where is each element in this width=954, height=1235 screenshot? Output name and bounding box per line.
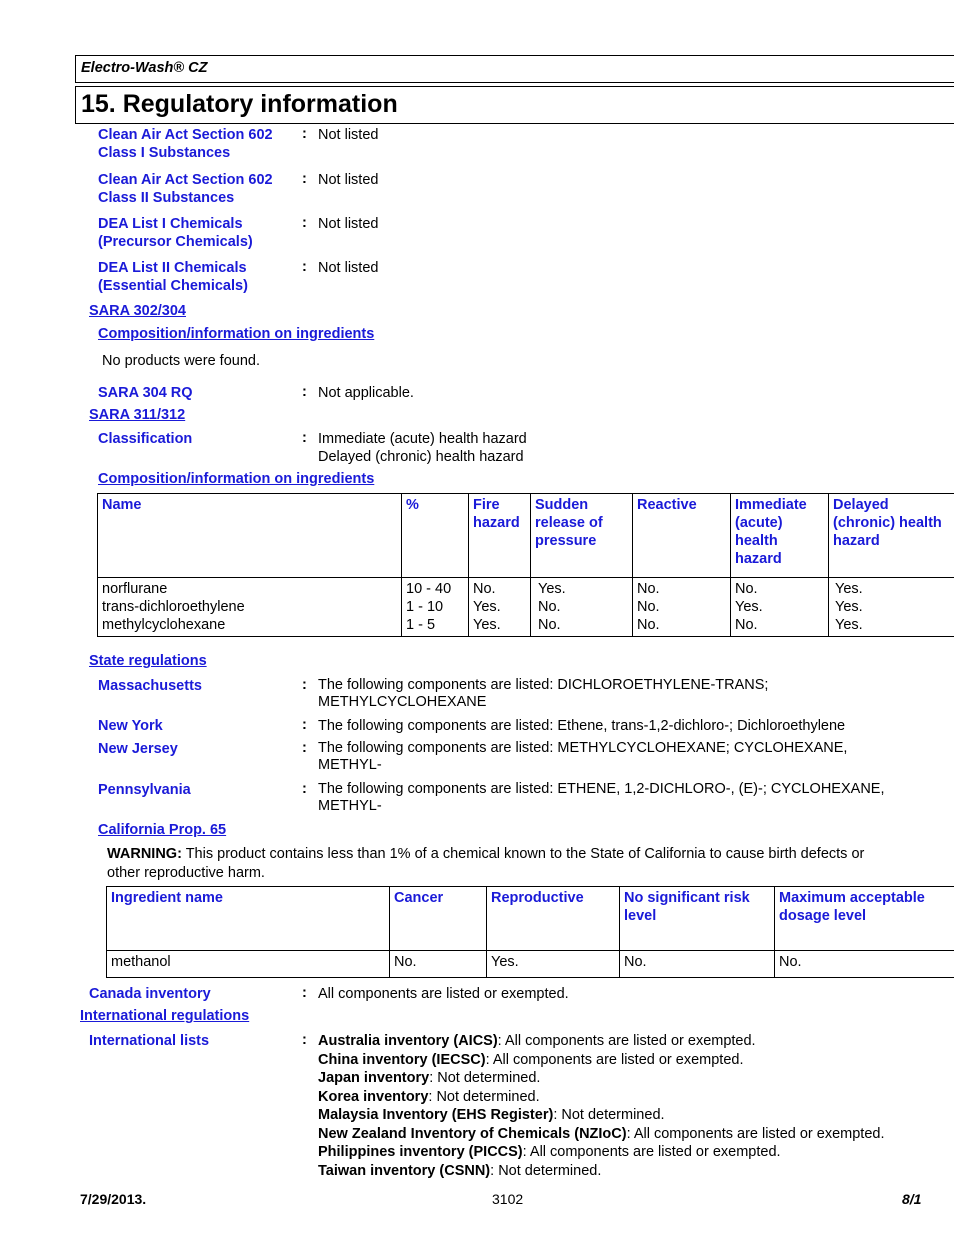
value-line: The following components are listed: DICHLOROETHYLENE-TRANS; [318,677,769,693]
new-york-value: The following components are listed: Ethene, trans-1,2-dichloro-; Dichloroethylene [318,718,846,734]
massachusetts-label: Massachusetts [98,678,202,694]
footer-date: 7/29/2013. [80,1191,147,1207]
new-jersey-label: New Jersey [98,741,178,757]
canada-inventory-label: Canada inventory [89,986,211,1002]
inventory-value: : All components are listed or exempted. [497,1033,756,1049]
warning-line2: other reproductive harm. [107,865,265,881]
col-header: Name [98,494,402,578]
value-line: The following components are listed: METHYLCYCLOHEXANE; CYCLOHEXANE, [318,740,848,756]
inventory-value: : Not determined. [429,1070,541,1086]
caa-class1-label [98,126,273,162]
table-cell [633,578,731,637]
section-header-box [75,86,954,124]
table-cell: No. [390,951,487,978]
value-line: METHYLCYCLOHEXANE [318,694,487,710]
inventory-name: Taiwan inventory (CSNN) [318,1162,491,1179]
caa-class2-label-line2: Class II Substances [98,190,235,206]
inventory-value: : Not determined. [490,1162,602,1179]
classification-label: Classification [98,431,193,447]
colon: : [302,430,307,446]
inventory-line [318,1069,885,1088]
inventory-line [318,1162,885,1181]
cell-text: Yes. [835,599,863,615]
cell-text: No. [637,581,660,597]
product-name: Electro-Wash® CZ [81,60,208,76]
col-header: % [402,494,469,578]
col-header: Cancer [390,887,487,951]
colon: : [302,781,307,797]
dea-list2-label-line1: DEA List II Chemicals [98,260,247,276]
table-cell: No. [620,951,775,978]
sara-302-link[interactable]: SARA 302/304 [89,303,186,319]
warning-label: WARNING: [107,846,182,862]
international-regulations-link[interactable]: International regulations [80,1008,250,1024]
sara-311-link[interactable]: SARA 311/312 [89,407,186,423]
inventory-value: : Not determined. [553,1107,665,1123]
no-products-text: No products were found. [102,353,260,369]
colon: : [302,740,307,756]
caa-class2-label [98,171,273,207]
cell-text: No. [538,599,561,615]
colon: : [302,677,307,693]
dea-list1-label-line1: DEA List I Chemicals [98,216,243,232]
colon: : [302,126,307,142]
col-header: Fire hazard [469,494,531,578]
inventory-name: Korea inventory [318,1088,429,1105]
cell-text: 10 - 40 [406,581,452,597]
table-cell [531,578,633,637]
sara-311-table [97,493,954,637]
dea-list2-label-line2: (Essential Chemicals) [98,278,248,294]
caa-class1-value: Not listed [318,127,379,143]
col-header: Reactive [633,494,731,578]
inventory-line [318,1032,885,1051]
footer-code: 3102 [492,1191,524,1207]
col-header: Reproductive [487,887,620,951]
colon: : [302,384,307,400]
inventory-name: Philippines inventory (PICCS) [318,1144,523,1160]
international-lists-label: International lists [89,1033,210,1049]
pennsylvania-value [318,781,884,815]
pennsylvania-label: Pennsylvania [98,782,191,798]
colon: : [302,717,307,733]
table-cell: methanol [107,951,390,978]
cell-text: No. [735,617,758,633]
footer-page: 8/1 [902,1191,922,1207]
classification-value-line1: Immediate (acute) health hazard [318,431,527,447]
dea-list2-value: Not listed [318,260,379,276]
col-header: Maximum acceptable dosage level [775,887,954,951]
inventory-line [318,1106,885,1125]
warning-line1 [107,845,937,864]
cell-text: No. [735,581,758,597]
table-cell [731,578,829,637]
table-row [107,951,954,978]
colon: : [302,259,307,275]
inventory-line [318,1143,885,1162]
inventory-name: China inventory (IECSC) [318,1051,486,1068]
colon: : [302,171,307,187]
inventory-name: Malaysia Inventory (EHS Register) [318,1107,554,1123]
table-cell [402,578,469,637]
inventory-line [318,1051,885,1070]
cell-text: trans-dichloroethylene [102,599,245,615]
inventory-name: Japan inventory [318,1070,430,1086]
inventory-value: : All components are listed or exempted. [522,1144,781,1160]
inventory-value: : All components are listed or exempted. [485,1051,744,1068]
table-cell: No. [775,951,954,978]
cell-text: Yes. [473,617,501,633]
cell-text: No. [637,599,660,615]
col-header: Ingredient name [107,887,390,951]
product-name-box [75,55,954,83]
prop65-table [106,886,954,978]
col-header: Delayed (chronic) health hazard [829,494,954,578]
col-header: No significant risk level [620,887,775,951]
col-header: Sudden release of pressure [531,494,633,578]
table-cell [469,578,531,637]
table-header-row [98,494,954,578]
classification-value [318,430,527,466]
inventory-name: New Zealand Inventory of Chemicals (NZIoC) [318,1125,627,1142]
value-line: METHYL- [318,757,382,773]
caa-class1-label-line2: Class I Substances [98,145,231,161]
classification-value-line2: Delayed (chronic) health hazard [318,449,524,465]
warning-text: This product contains less than 1% of a chemical known to the State of California to cause birth defects or [185,846,865,862]
cell-text: Yes. [735,599,763,615]
colon: : [302,1032,307,1048]
table-header-row [107,887,954,951]
massachusetts-value [318,677,768,711]
international-lists-values [318,1032,885,1180]
inventory-value: : Not determined. [428,1088,540,1105]
new-york-label: New York [98,718,163,734]
cell-text: Yes. [835,581,863,597]
caa-class1-label-line1: Clean Air Act Section 602 [98,127,273,143]
table-cell [829,578,954,637]
caa-class2-label-line1: Clean Air Act Section 602 [98,172,273,188]
sara-311-composition-link[interactable]: Composition/information on ingredients [98,471,375,487]
cell-text: norflurane [102,581,168,597]
inventory-line [318,1125,885,1144]
section-title: 15. Regulatory information [81,90,398,118]
state-regulations-link[interactable]: State regulations [89,653,207,669]
cell-text: Yes. [473,599,501,615]
col-header: Immediate (acute) health hazard [731,494,829,578]
cell-text: 1 - 10 [406,599,444,615]
table-cell [98,578,402,637]
canada-inventory-value: All components are listed or exempted. [318,986,569,1002]
colon: : [302,215,307,231]
inventory-line [318,1088,885,1107]
table-cell: Yes. [487,951,620,978]
sara-304-rq-label: SARA 304 RQ [98,385,193,401]
cell-text: Yes. [538,581,566,597]
cell-text: No. [538,617,561,633]
dea-list1-label-line2: (Precursor Chemicals) [98,234,253,250]
new-jersey-value [318,740,847,774]
cell-text: methylcyclohexane [102,617,226,633]
dea-list1-value: Not listed [318,216,379,232]
prop65-warning [107,845,937,883]
dea-list1-label [98,215,253,251]
table-row [98,578,954,637]
california-prop65-link[interactable]: California Prop. 65 [98,822,227,838]
dea-list2-label [98,259,248,295]
value-line: The following components are listed: ETHENE, 1,2-DICHLORO-, (E)-; CYCLOHEXANE, [318,781,885,797]
cell-text: Yes. [835,617,863,633]
colon: : [302,985,307,1001]
cell-text: 1 - 5 [406,617,436,633]
sara-304-rq-value: Not applicable. [318,385,414,401]
sara-302-composition-link[interactable]: Composition/information on ingredients [98,326,375,342]
cell-text: No. [637,617,660,633]
caa-class2-value: Not listed [318,172,379,188]
cell-text: No. [473,581,496,597]
inventory-name: Australia inventory (AICS) [318,1033,498,1049]
value-line: METHYL- [318,798,382,814]
inventory-value: : All components are listed or exempted. [626,1125,885,1142]
